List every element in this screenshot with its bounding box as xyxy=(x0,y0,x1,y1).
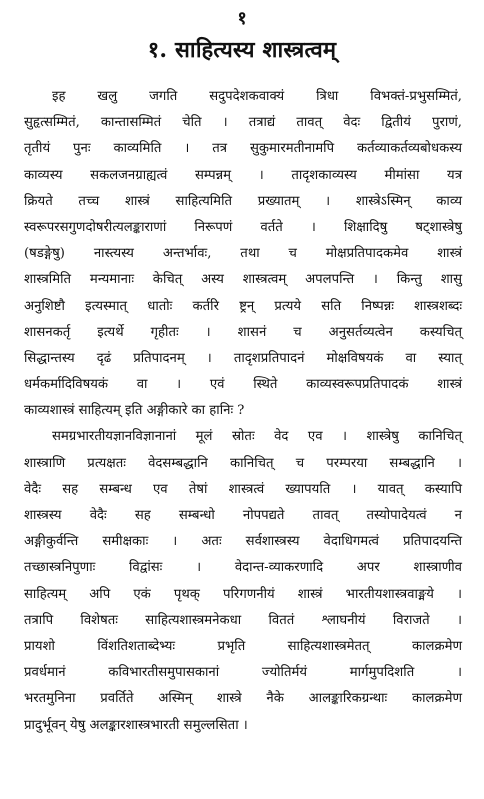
text-line: क्रियते तच्च शास्त्रं साहित्यमिति प्रख्यातम् । शास्त्रेऽस्मिन् काव्य xyxy=(24,193,462,209)
text-line: अङ्गीकुर्वन्ति समीक्षकाः । अतः सर्वशास्त्रस्य वेदाधिगमत्वं प्रतिपादयन्ति xyxy=(24,534,462,550)
text-line: प्रवर्धमानं कविभारतीसमुपासकानां ज्योतिर्मयं मार्गमुपदिशति । xyxy=(24,665,462,681)
text-line: सुहृत्सम्मितं, कान्तासम्मितं चेति । तत्राद्यं तावत् वेदः द्वितीयं पुराणं, xyxy=(24,115,462,131)
text-line: अनुशिष्टौ इत्यस्मात् धातोः कर्तरि ष्ट्रन् प्रत्यये सति निष्पन्नः शास्त्रशब्दः xyxy=(24,298,462,314)
text-line: (षडङ्गेषु) नास्त्यस्य अन्तर्भावः, तथा च मोक्षप्रतिपादकमेव शास्त्रं xyxy=(24,246,462,262)
paragraph-1 xyxy=(24,84,462,424)
text-line: शास्त्राणि प्रत्यक्षतः वेदसम्बद्धानि कानिचित् च परम्परया सम्बद्धानि । xyxy=(24,455,462,471)
text-line: प्रायशो विंशतिशताब्देभ्यः प्रभृति साहित्यशास्त्रमेतत् कालक्रमेण xyxy=(24,638,462,654)
text-line: शास्त्रस्य वेदैः सह सम्बन्धो नोपपद्यते तावत् तस्योपादेयत्वं न xyxy=(24,508,462,523)
text-line: काव्यस्य सकलजनग्राह्यत्वं सम्पन्नम् । तादृशकाव्यस्य मीमांसा यत्र xyxy=(24,167,462,183)
text-line: शास्त्रमिति मन्यमानाः केचित् अस्य शास्त्रत्वम् अपलपन्ति । किन्तु शासु xyxy=(24,272,462,288)
chapter-title: १. साहित्यस्य शास्त्रत्वम् xyxy=(147,37,337,63)
text-line: काव्यशास्त्रं साहित्यम् इति अङ्गीकारे का हानिः ? xyxy=(24,403,245,419)
text-line: समग्रभारतीयज्ञानविज्ञानानां मूलं स्रोतः वेद एव । शास्त्रेषु कानिचित् xyxy=(52,429,462,445)
text-line: तच्छास्त्रनिपुणाः विद्वांसः । वेदान्त-व्याकरणादि अपर शास्त्राणीव xyxy=(24,560,462,576)
text-line: वेदैः सह सम्बन्ध एव तेषां शास्त्रत्वं ख्यापयति । यावत् कस्यापि xyxy=(24,481,462,497)
page-number: १ xyxy=(237,8,247,29)
text-line: शासनकर्तृ इत्यर्थे गृहीतः । शासनं च अनुसर्तव्यत्वेन कस्यचित् xyxy=(24,324,462,340)
text-line: इह खलु जगति सदुपदेशकवाक्यं त्रिधा विभक्तं-प्रभुसम्मितं, xyxy=(52,89,462,104)
text-line: भरतमुनिना प्रवर्तिते अस्मिन् शास्त्रे नैके आलङ्कारिकग्रन्थाः कालक्रमेण xyxy=(24,691,462,707)
text-line: साहित्यम् अपि एकं पृथक् परिगणनीयं शास्त्रं भारतीयशास्त्रवाङ्मये । xyxy=(24,586,462,602)
text-line: सिद्धान्तस्य दृढं प्रतिपादनम् । तादृशप्रतिपादनं मोक्षविषयकं वा स्यात् xyxy=(24,350,462,366)
text-line: तृतीयं पुनः काव्यमिति । तत्र सुकुमारमतीनामपि कर्तव्याकर्तव्यबोधकस्य xyxy=(24,141,462,157)
text-line: तत्रापि विशेषतः साहित्यशास्त्रमनेकधा विततं श्लाघनीयं विराजते । xyxy=(24,612,462,628)
document-body xyxy=(24,84,462,739)
text-line: स्वरूपरसगुणदोषरीत्यलङ्काराणां निरूपणं वर्तते । शिक्षादिषु षट्शास्त्रेषु xyxy=(24,219,462,235)
text-line: प्रादुर्भूवन् येषु अलङ्कारशास्त्रभारती समुल्लसिता । xyxy=(24,717,248,733)
text-line: धर्मकर्मादिविषयकं वा । एवं स्थिते काव्यस्वरूपप्रतिपादकं शास्त्रं xyxy=(24,377,462,393)
paragraph-2 xyxy=(24,424,462,738)
